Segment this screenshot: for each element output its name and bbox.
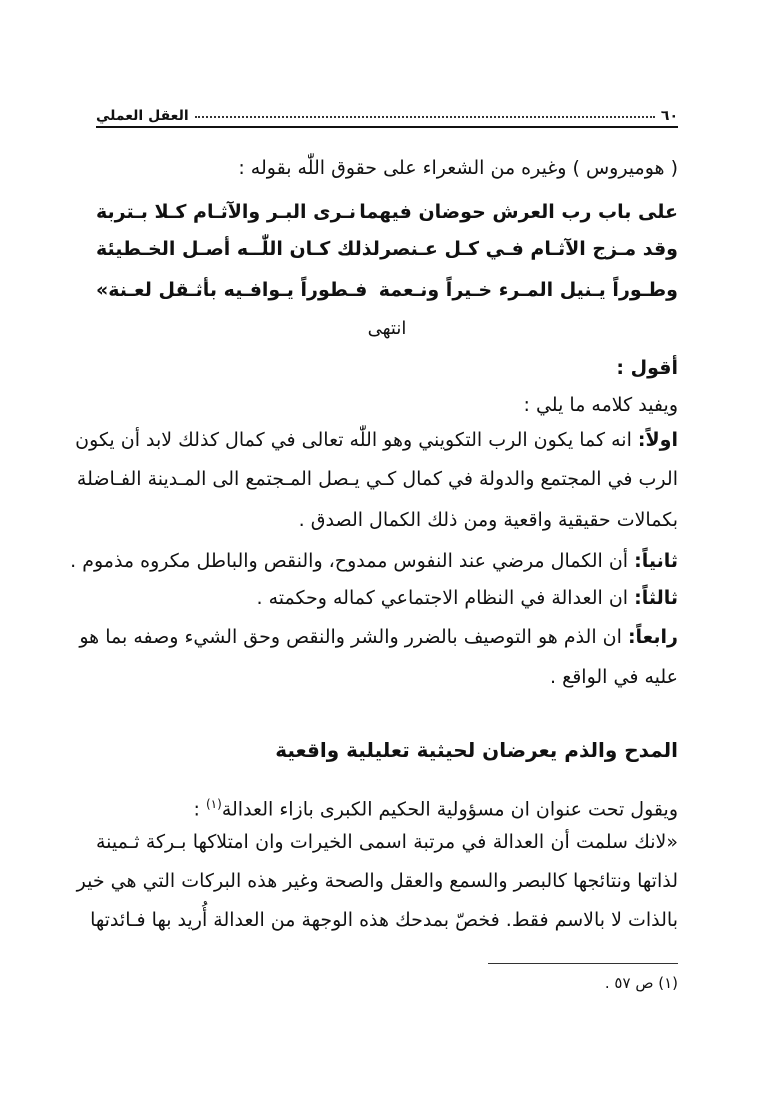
point-3-text: ان العدالة في النظام الاجتماعي كماله وحكمته . bbox=[256, 587, 635, 609]
point-1-line-3: بكمالات حقيقية واقعية ومن ذلك الكمال الصدق . bbox=[298, 509, 678, 531]
footnote: (١) ص ٥٧ . bbox=[604, 974, 678, 992]
point-3-line bbox=[96, 583, 678, 613]
end-marker: انتهى bbox=[367, 318, 407, 339]
section-title: المدح والذم يعرضان لحيثية تعليلية واقعية bbox=[275, 738, 678, 762]
quote-line-2: لذاتها ونتائجها كالبصر والسمع والعقل والصحة وغير هذه البركات التي هي خير bbox=[76, 870, 678, 892]
quote-line-1: «لانك سلمت أن العدالة في مرتبة اسمى الخيرات وان امتلاكها بـركة ثـمينة bbox=[96, 831, 678, 853]
verse-1-first-hemistich: على باب رب العرش حوضان فيهما bbox=[359, 201, 678, 223]
running-title: العقل العملي bbox=[96, 108, 189, 124]
intro-points: ويفيد كلامه ما يلي : bbox=[523, 394, 678, 416]
footnote-separator bbox=[488, 963, 678, 964]
intro-line: ( هوميروس ) وغيره من الشعراء على حقوق اللّٰه بقوله : bbox=[238, 157, 678, 179]
header-dot-leader bbox=[195, 116, 655, 118]
point-4-line-1 bbox=[79, 622, 678, 652]
verse-line-3 bbox=[96, 275, 678, 305]
point-1-line-2: الرب في المجتمع والدولة في كمال كـي يـصل المـجتمع الى المـدينة الفـاضلة bbox=[76, 468, 678, 490]
point-4-text: ان الذم هو التوصيف بالضرر والشر والنقص وحق الشيء وصفه بما هو bbox=[79, 626, 628, 648]
point-2-line bbox=[70, 546, 678, 576]
point-3-label: ثالثاً: bbox=[634, 587, 678, 609]
verse-2-second-hemistich: لذلك كـان اللّٰــه أصـل الخـطيئة bbox=[96, 238, 380, 260]
page-number: ٦٠ bbox=[660, 108, 678, 124]
verse-3-first-hemistich: وطـوراً يـنيل المـرء خـيراً ونـعمة bbox=[378, 279, 678, 301]
verse-1-second-hemistich: نـرى البـر والآثـام كـلا بـتربة bbox=[96, 201, 357, 223]
verse-3-second-hemistich: فـطوراً يـوافـيه بأثـقل لعـنة» bbox=[96, 279, 368, 301]
footnote-ref: (١) bbox=[205, 797, 222, 811]
running-header bbox=[96, 98, 678, 128]
section-intro-text: ويقول تحت عنوان ان مسؤولية الحكيم الكبرى بازاء العدالة bbox=[221, 798, 678, 821]
point-4-label: رابعاً: bbox=[627, 626, 678, 648]
aqul-heading: أقول : bbox=[616, 357, 678, 379]
section-intro-end: : bbox=[193, 798, 206, 821]
point-1-line-1 bbox=[75, 425, 678, 455]
point-1-label: اولاً: bbox=[637, 429, 678, 451]
point-1-text: انه كما يكون الرب التكويني وهو اللّٰه تعالى في كمال كذلك لابد أن يكون bbox=[75, 429, 638, 451]
point-4-line-2: عليه في الواقع . bbox=[550, 666, 678, 688]
point-2-label: ثانياً: bbox=[634, 550, 678, 572]
quote-line-3: بالذات لا بالاسم فقط. فخصّ بمدحك هذه الوجهة من العدالة أُريد بها فـائدتها bbox=[90, 909, 678, 931]
verse-line-2 bbox=[96, 234, 678, 264]
verse-2-first-hemistich: وقد مـزج الآثـام فـي كـل عـنصر bbox=[380, 238, 678, 260]
point-2-text: أن الكمال مرضي عند النفوس ممدوح، والنقص والباطل مكروه مذموم . bbox=[70, 550, 635, 572]
section-intro-line bbox=[96, 789, 678, 824]
verse-line-1 bbox=[96, 197, 678, 227]
